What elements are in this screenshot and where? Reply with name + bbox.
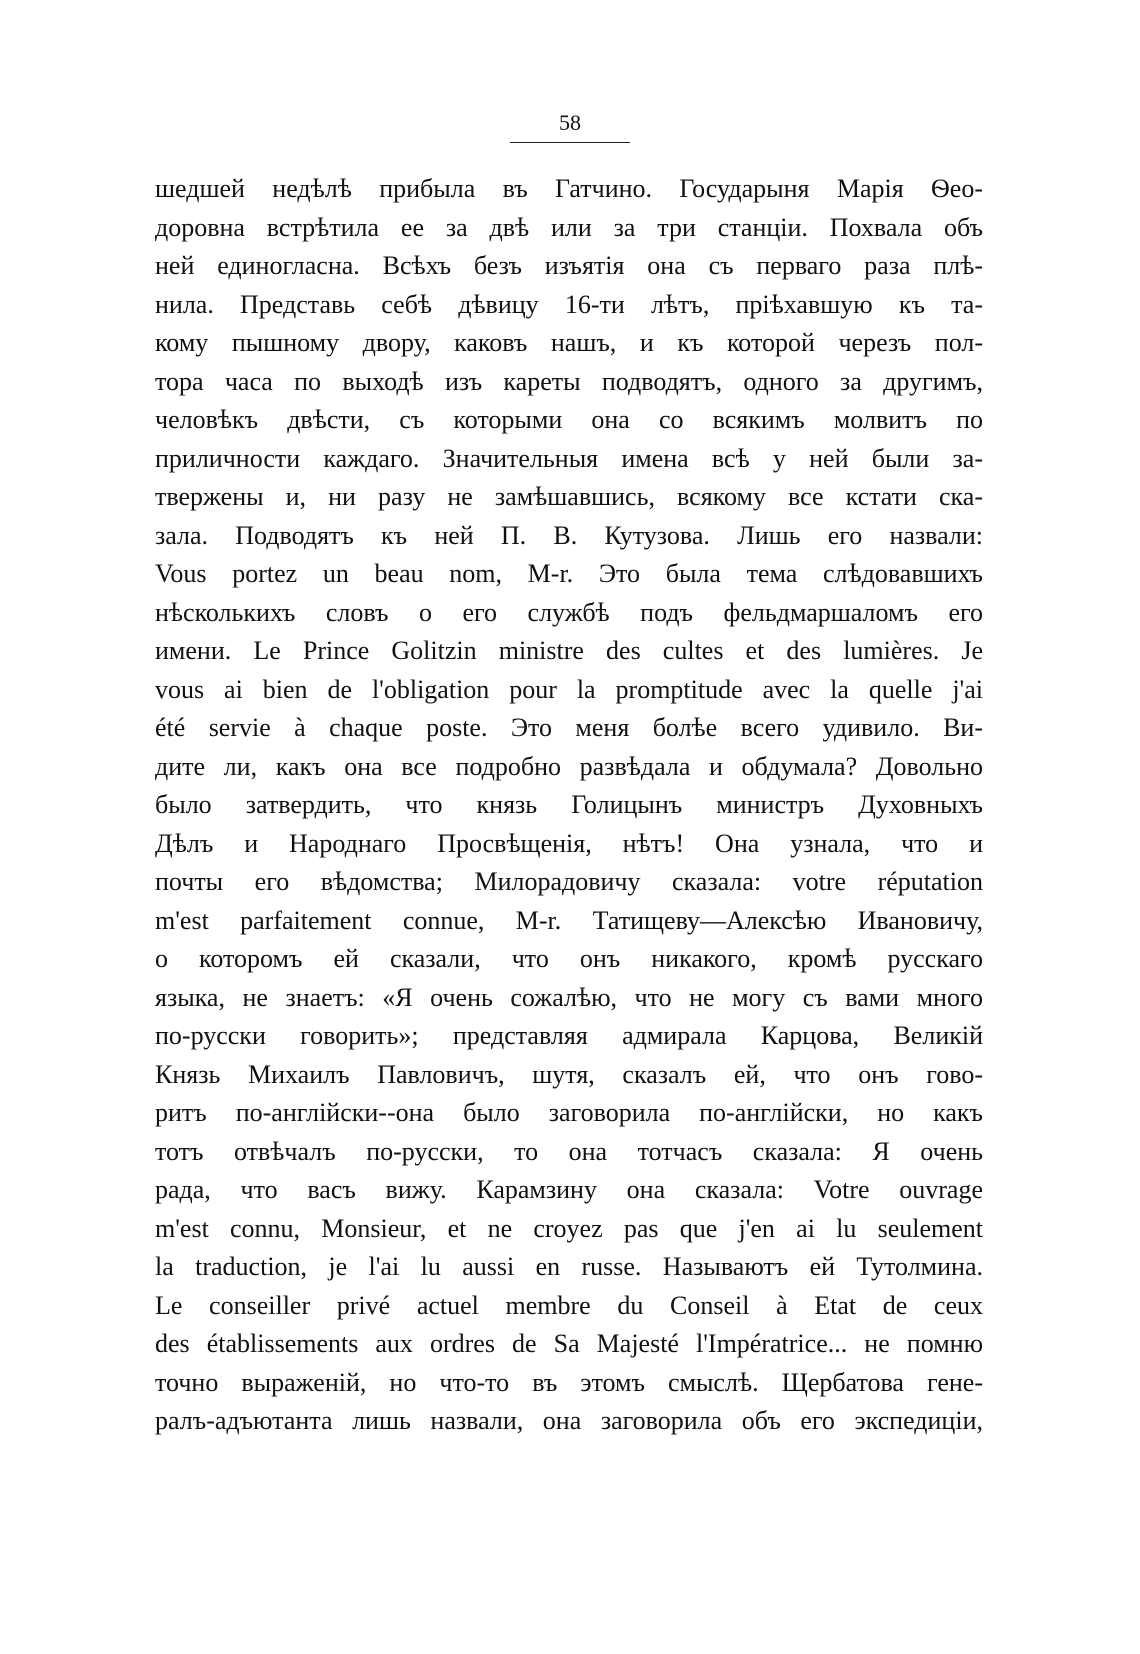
- text-line-31: des établissements aux ordres de Sa Majesté l'Impératrice... не помню: [155, 1329, 983, 1358]
- page-number: 58: [559, 110, 581, 135]
- text-line-8: приличности каждаго. Значительныя имена всѣ у ней были за-: [155, 443, 983, 473]
- text-line-26: тотъ отвѣчалъ по-русски, то она тотчасъ сказала: Я очень: [155, 1136, 983, 1166]
- text-line-15: été servie à chaque poste. Это меня болѣе всего удивило. Ви-: [155, 713, 983, 742]
- text-line-4: нила. Представь себѣ дѣвицу 16-ти лѣтъ, пріѣхавшую къ та-: [155, 289, 983, 319]
- body-text: [155, 170, 983, 1441]
- text-line-16: дите ли, какъ она все подробно развѣдала и обдумала? Довольно: [155, 751, 983, 781]
- text-line-18: Дѣлъ и Народнаго Просвѣщенія, нѣтъ! Она узнала, что и: [155, 828, 983, 858]
- text-line-23: по-русски говорить»; представляя адмирала Карцова, Великій: [155, 1021, 983, 1050]
- text-line-13: имени. Le Prince Golitzin ministre des cultes et des lumières. Je: [155, 636, 983, 665]
- text-line-32: точно выраженій, но что-то въ этомъ смыслѣ. Щербатова гене-: [155, 1367, 983, 1397]
- text-line-33: ралъ-адъютанта лишь назвали, она заговорила объ его экспедиціи,: [155, 1406, 983, 1435]
- text-line-5: кому пышному двору, каковъ нашъ, и къ которой черезъ пол-: [155, 328, 983, 357]
- text-line-6: тора часа по выходѣ изъ кареты подводятъ, одного за другимъ,: [155, 366, 983, 396]
- text-line-25: ритъ по-англійски--она было заговорила по-англійски, но какъ: [155, 1098, 983, 1127]
- page-number-rule: [510, 142, 630, 143]
- text-line-27: рада, что васъ вижу. Карамзину она сказала: Votre ouvrage: [155, 1175, 983, 1204]
- text-line-11: Vous portez un beau nom, M-r. Это была тема слѣдовавшихъ: [155, 559, 983, 588]
- text-line-22: языка, не знаетъ: «Я очень сожалѣю, что не могу съ вами много: [155, 982, 983, 1012]
- text-line-19: почты его вѣдомства; Милорадовичу сказала: votre réputation: [155, 867, 983, 896]
- text-line-28: m'est connu, Monsieur, et ne croyez pas que j'en ai lu seulement: [155, 1213, 983, 1243]
- text-line-17: было затвердить, что князь Голицынъ министръ Духовныхъ: [155, 790, 983, 819]
- text-line-30: Le conseiller privé actuel membre du Conseil à Etat de ceux: [155, 1290, 983, 1320]
- text-line-2: доровна встрѣтила ее за двѣ или за три станціи. Похвала объ: [155, 212, 983, 242]
- text-line-20: m'est parfaitement connue, M-r. Татищеву—Алексѣю Ивановичу,: [155, 905, 983, 935]
- text-line-14: vous ai bien de l'obligation pour la promptitude avec la quelle j'ai: [155, 674, 983, 704]
- text-line-29: la traduction, je l'ai lu aussi en russe. Называютъ ей Тутолмина.: [155, 1252, 983, 1281]
- text-line-7: человѣкъ двѣсти, съ которыми она со всякимъ молвитъ по: [155, 405, 983, 434]
- text-line-1: шедшей недѣлѣ прибыла въ Гатчино. Государыня Марія Ѳео-: [155, 174, 983, 203]
- text-line-12: нѣсколькихъ словъ о его службѣ подъ фельдмаршаломъ его: [155, 597, 983, 627]
- text-line-9: твержены и, ни разу не замѣшавшись, всякому все кстати ска-: [155, 482, 983, 511]
- text-line-3: ней единогласна. Всѣхъ безъ изъятія она съ перваго раза плѣ-: [155, 251, 983, 280]
- text-line-21: о которомъ ей сказали, что онъ никакого, кромѣ русскаго: [155, 944, 983, 973]
- text-line-24: Князь Михаилъ Павловичъ, шутя, сказалъ ей, что онъ гово-: [155, 1059, 983, 1089]
- text-line-10: зала. Подводятъ къ ней П. В. Кутузова. Лишь его назвали:: [155, 520, 983, 550]
